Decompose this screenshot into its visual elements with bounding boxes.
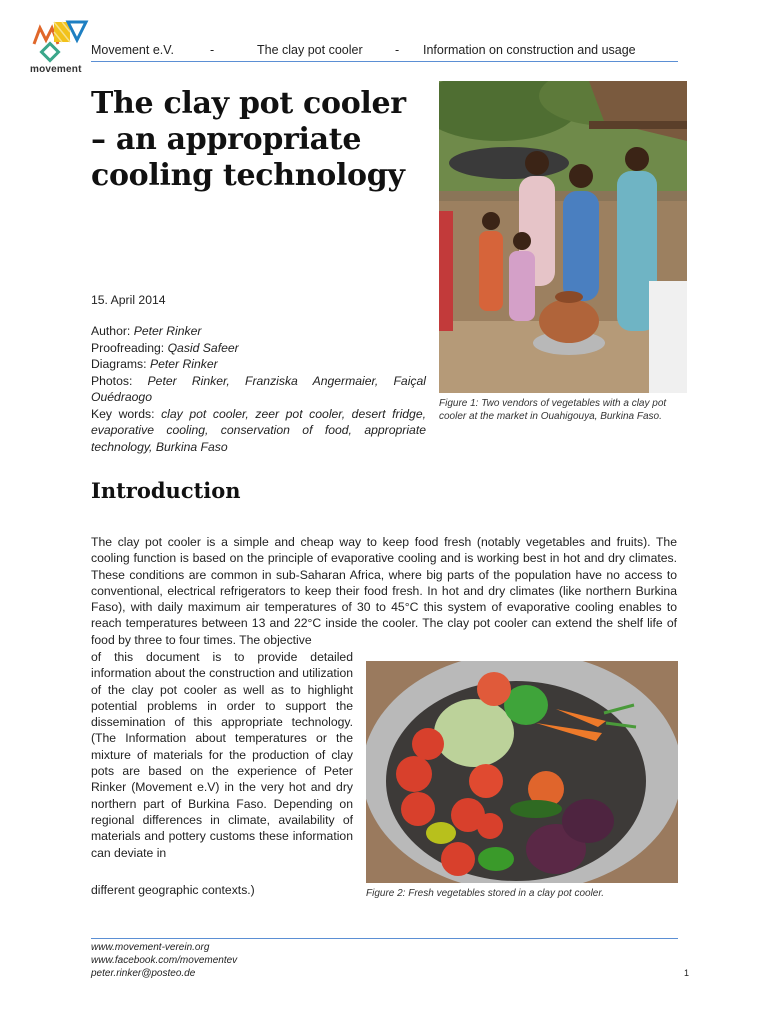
diagrams-value: Peter Rinker — [149, 357, 218, 371]
photos-value: Peter Rinker, Franziska Angermaier, Faiçal Ouédraogo — [91, 373, 426, 404]
header-section: Information on construction and usage — [423, 43, 636, 57]
footer-email-link[interactable]: peter.rinker@posteo.de — [91, 968, 196, 979]
header-org: Movement e.V. — [91, 43, 174, 57]
keywords-label: Key words: — [91, 406, 155, 421]
author-label: Author: — [91, 324, 131, 338]
document-title — [91, 86, 436, 194]
title-line: The clay pot cooler — [91, 86, 406, 121]
document-metadata — [91, 323, 426, 455]
keywords-value: clay pot cooler, zeer pot cooler, desert fridge, evaporative cooling, conservation of food, appropriate technology, Burkina Faso — [91, 406, 426, 454]
proofreading-value: Qasid Safeer — [167, 340, 239, 355]
diagrams-label: Diagrams: — [91, 357, 147, 371]
intro-paragraph-end: different geographic contexts.) — [91, 883, 255, 897]
header-rule — [91, 61, 678, 62]
market-photo — [439, 81, 687, 393]
title-line: – an appropriate — [91, 122, 362, 157]
header-separator: - — [395, 43, 400, 57]
publication-date: 15. April 2014 — [91, 293, 166, 307]
introduction-heading: Introduction — [91, 478, 241, 503]
intro-paragraph: The clay pot cooler is a simple and cheap way to keep food fresh (notably vegetables and fruits). The cooling function is based on the principle of evaporative cooling and is working best in hot and dry climates. These conditions are common in sub-Saharan Africa, where big parts of the population have no access to conventional, electrical refrigerators to keep their food fresh. In hot and dry climates (like northern Burkina Faso), with daily maximum air temperatures of 30 to 45°C this system of evaporative cooling enables to reach temperatures between 13 and 22°C inside the cooler. The clay pot cooler can extend the shelf life of food by three to four times. The objective — [91, 535, 677, 647]
page-number: 1 — [684, 968, 690, 978]
vegetables-photo — [366, 661, 678, 883]
footer-facebook-link[interactable]: www.facebook.com/movementev — [91, 955, 238, 966]
header-separator: - — [210, 43, 215, 57]
photos-label: Photos: — [91, 373, 133, 388]
figure-1-caption: Figure 1: Two vendors of vegetables with a clay pot cooler at the market in Ouahigouya, Burkina Faso. — [439, 398, 667, 422]
header-doc-title: The clay pot cooler — [257, 43, 363, 57]
intro-paragraph-continued: of this document is to provide detailed information about the construction and utilization of the clay pot cooler as well as to highlight potential problems in order to support the dissemination of this appropriate technology. (The Information about temperatures or the mixture of materials for the production of clay pots are based on the experience of Peter Rinker (Movement e.V) in the very hot and dry northern part of Burkina Faso. Depending on regional differences in climate, availability of materials and pottery customs these information can deviate in — [91, 650, 353, 860]
footer-website-link[interactable]: www.movement-verein.org — [91, 942, 210, 953]
footer-rule — [91, 938, 678, 939]
figure-2-caption: Figure 2: Fresh vegetables stored in a clay pot cooler. — [366, 888, 605, 899]
author-value: Peter Rinker — [133, 324, 202, 338]
logo-text: movement — [30, 64, 82, 75]
proofreading-label: Proofreading: — [91, 340, 165, 355]
title-line: cooling technology — [91, 158, 405, 193]
